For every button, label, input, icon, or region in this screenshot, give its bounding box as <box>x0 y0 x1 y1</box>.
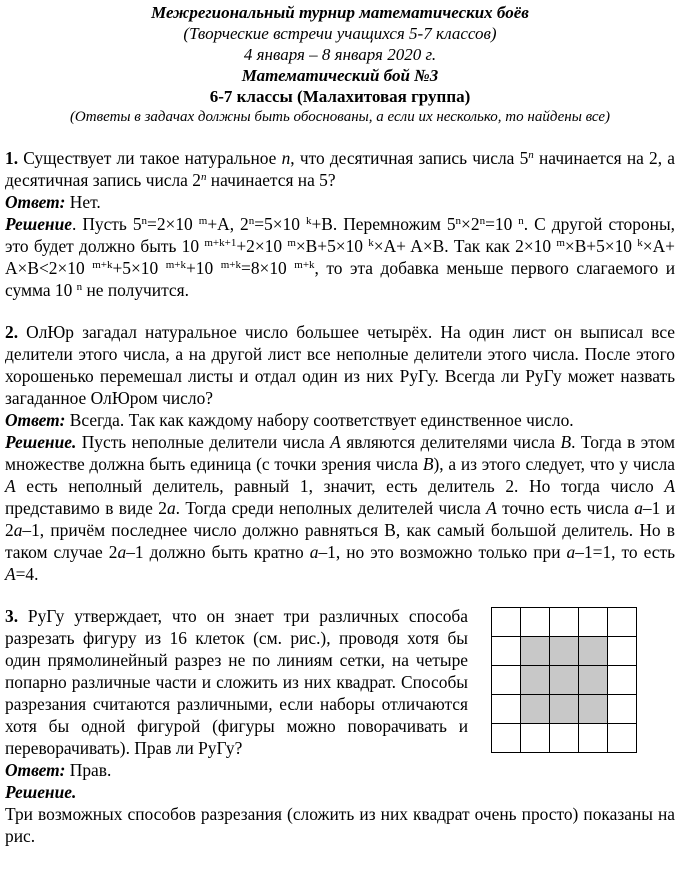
grid-cell-shaded <box>550 666 579 695</box>
grid-cell-shaded <box>521 695 550 724</box>
battle-title: Математический бой №3 <box>241 66 439 85</box>
grid-cell <box>492 666 521 695</box>
grid-cell <box>492 724 521 753</box>
grid-cell <box>492 608 521 637</box>
problem-3-answer: Ответ: Прав. <box>5 760 112 780</box>
tournament-subtitle: (Творческие встречи учащихся 5-7 классов) <box>183 24 497 43</box>
answers-note: (Ответы в задачах должны быть обоснованы, а если их несколько, то найдены все) <box>69 109 611 125</box>
grid-cell-shaded <box>521 637 550 666</box>
grid-cell <box>608 666 637 695</box>
grid-cell-shaded <box>579 637 608 666</box>
figure-grid <box>491 607 637 753</box>
tournament-dates: 4 января – 8 января 2020 г. <box>243 45 437 64</box>
grid-cell-shaded <box>521 666 550 695</box>
group-title: 6-7 классы (Малахитовая группа) <box>209 87 471 106</box>
problem-1 <box>5 147 675 301</box>
page <box>0 2 680 892</box>
problem-2-answer: Ответ: Всегда. Так как каждому набору соответствует единственное число. <box>5 410 574 430</box>
grid-cell <box>521 608 550 637</box>
grid-cell <box>492 695 521 724</box>
grid-cell-shaded <box>550 637 579 666</box>
problem-3-question: 3. РуГу утверждает, что он знает три различных способа разрезать фигуру из 16 клеток (см. рис.), проводя хотя бы один прямолинейный разрез не по линиям сетки, на четыре попарно различные части и сложить из них квадрат. Способы разрезания считаются различными, если наборы отличаются хотя бы одной фигурой (фигуры можно поворачивать и переворачивать). Прав ли РуГу? <box>5 606 468 758</box>
grid-cell-shaded <box>579 695 608 724</box>
problem-1-solution: Решение. Пусть $5^n=2\times 10$ $^m$+A, $2^n=5\times 10$ $^k$+B. Перемножим $5^n\times 2^n=10$ $^n$. С другой стороны, это будет должно быть 10 $^{m+k+1}$+2×10 $^m$×B+5×10 $^k$×A+ A×B. Так как 2×10 $^m$×B+5×10 $^k$×A+ A×B<2×10 $^{m+k}$+5×10 $^{m+k}$+10 $^{m+k}$=8×10 $^{m+k}$, то эта добавка меньше первого слагаемого и сумма 10 $^n$ не получится. <box>5 214 676 300</box>
problem-3 <box>5 605 675 847</box>
grid-cell-shaded <box>550 695 579 724</box>
grid-cell <box>550 608 579 637</box>
grid-cell <box>579 724 608 753</box>
grid-cell <box>550 724 579 753</box>
grid-cell <box>608 608 637 637</box>
grid-cell <box>492 637 521 666</box>
problem-1-answer: Ответ: Нет. <box>5 192 101 212</box>
tournament-title: Межрегиональный турнир математических боёв <box>151 3 529 22</box>
problem-3-solution-label: Решение. <box>5 782 77 802</box>
problem-2-solution: Решение. Пусть неполные делители числа A являются делителями числа B. Тогда в этом множестве должна быть единица (с точки зрения числа B), а из этого следует, что у числа A есть неполный делитель, равный 1, значит, есть делитель 2. Но тогда число A представимо в виде 2a. Тогда среди неполных делителей числа A точно есть числа a–1 и 2a–1, причём последнее число должно равняться В, как самый большой делитель. Но в таком случае 2a–1 должно быть кратно a–1, но это возможно только при a–1=1, то есть A=4. <box>5 432 676 584</box>
problem-1-question: 1. Существует ли такое натуральное n, что десятичная запись числа 5$^n$ начинается на 2, а десятичная запись числа 2$^n$ начинается на 5? <box>5 148 676 190</box>
problem-2-question: 2. ОлЮр загадал натуральное число большее четырёх. На один лист он выписал все делители этого числа, а на другой лист все неполные делители этого числа. После этого хорошенько перемешал листы и отдал один из них РуГу. Всегда ли РуГу может назвать загаданное ОлЮром число? <box>5 322 675 408</box>
grid-cell <box>579 608 608 637</box>
header <box>5 2 675 127</box>
grid-cell <box>608 637 637 666</box>
grid-cell <box>608 724 637 753</box>
grid-cell-shaded <box>579 666 608 695</box>
grid-cell <box>608 695 637 724</box>
problem-2 <box>5 321 675 585</box>
problem-3-solution: Три возможных способов разрезания (сложить из них квадрат очень просто) показаны на рис. <box>5 804 675 846</box>
grid-cell <box>521 724 550 753</box>
